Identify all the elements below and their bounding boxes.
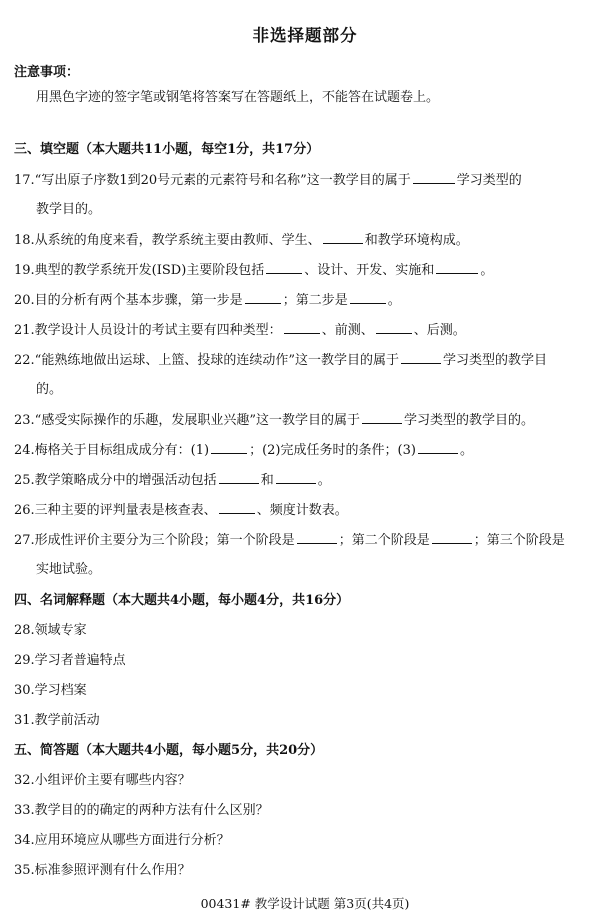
section-5-heading: 五、简答题（本大题共4小题，每小题5分，共20分）: [14, 743, 324, 758]
q23-text-b: 学习类型的教学目的。: [403, 413, 534, 428]
answer-blank: [266, 261, 302, 274]
q26-text-a: 26.三种主要的评判量表是核查表、: [14, 503, 217, 518]
q19-text-b: 、设计、开发、实施和: [304, 263, 435, 278]
answer-blank: [276, 471, 316, 484]
question-28: 28.领域专家: [14, 623, 87, 638]
q17-text-b: 学习类型的: [456, 173, 522, 188]
q21-text-b: 、前测、: [321, 323, 374, 338]
q24-text-a: 24.梅格关于目标组成成分有：(1): [14, 443, 210, 458]
answer-blank: [245, 291, 281, 304]
answer-blank: [350, 291, 386, 304]
q17-text-a: 17.“写出原子序数1到20号元素的元素符号和名称”这一教学目的属于: [14, 173, 411, 188]
section-3-heading: 三、填空题（本大题共11小题，每空1分，共17分）: [14, 142, 320, 157]
answer-blank: [362, 411, 402, 424]
question-22: [14, 351, 598, 370]
q18-text-b: 和教学环境构成。: [364, 233, 469, 248]
answer-blank: [297, 531, 337, 544]
answer-blank: [284, 321, 320, 334]
question-26: [14, 501, 598, 520]
q27-text-c: ；第三个阶段是: [473, 533, 565, 548]
q24-text-c: 。: [459, 443, 473, 458]
question-24: [14, 441, 598, 460]
q25-text-b: 和: [260, 473, 274, 488]
notice-heading: 注意事项：: [14, 65, 80, 80]
question-22-cont: 的。: [36, 382, 63, 397]
answer-blank: [219, 471, 259, 484]
section-4-heading: 四、名词解释题（本大题共4小题，每小题4分，共16分）: [14, 593, 350, 608]
question-35: 35.标准参照评测有什么作用？: [14, 863, 191, 878]
q24-text-b: ；(2)完成任务时的条件；(3): [249, 443, 416, 458]
answer-blank: [211, 441, 247, 454]
question-23: [14, 411, 598, 430]
q27-text-b: ；第二个阶段是: [338, 533, 430, 548]
q20-text-b: ；第二步是: [282, 293, 348, 308]
question-33: 33.教学目的的确定的两种方法有什么区别？: [14, 803, 269, 818]
q18-text-a: 18.从系统的角度来看，教学系统主要由教师、学生、: [14, 233, 321, 248]
page-title: 非选择题部分: [252, 26, 358, 45]
q19-text-c: 。: [480, 263, 494, 278]
answer-blank: [401, 351, 441, 364]
q26-text-b: 、频度计数表。: [256, 503, 348, 518]
q21-text-c: 、后测。: [413, 323, 466, 338]
question-32: 32.小组评价主要有哪些内容？: [14, 773, 191, 788]
answer-blank: [432, 531, 472, 544]
notice-text: 用黑色字迹的签字笔或钢笔将答案写在答题纸上，不能答在试题卷上。: [36, 90, 440, 105]
answer-blank: [376, 321, 412, 334]
question-27: [14, 531, 598, 550]
q27-text-a: 27.形成性评价主要分为三个阶段；第一个阶段是: [14, 533, 295, 548]
question-31: 31.教学前活动: [14, 713, 100, 728]
question-30: 30.学习档案: [14, 683, 87, 698]
answer-blank: [413, 171, 455, 184]
question-20: [14, 291, 598, 310]
page-footer: 00431# 教学设计试题 第3页(共4页): [200, 896, 410, 911]
answer-blank: [219, 501, 255, 514]
question-29: 29.学习者普遍特点: [14, 653, 126, 668]
question-19: [14, 261, 598, 280]
q25-text-c: 。: [317, 473, 331, 488]
question-18: [14, 231, 598, 250]
question-25: [14, 471, 598, 490]
q19-text-a: 19.典型的教学系统开发(ISD)主要阶段包括: [14, 263, 265, 278]
question-27-cont: 实地试验。: [36, 562, 102, 577]
q20-text-c: 。: [387, 293, 401, 308]
answer-blank: [418, 441, 458, 454]
question-17: [14, 171, 598, 190]
question-17-cont: 教学目的。: [36, 202, 102, 217]
answer-blank: [436, 261, 478, 274]
q22-text-a: 22.“能熟练地做出运球、上篮、投球的连续动作”这一教学目的属于: [14, 353, 399, 368]
q22-text-b: 学习类型的教学目: [442, 353, 547, 368]
q21-text-a: 21.教学设计人员设计的考试主要有四种类型：: [14, 323, 282, 338]
q23-text-a: 23.“感受实际操作的乐趣，发展职业兴趣”这一教学目的属于: [14, 413, 360, 428]
q20-text-a: 20.目的分析有两个基本步骤，第一步是: [14, 293, 243, 308]
answer-blank: [323, 231, 363, 244]
question-21: [14, 321, 598, 340]
question-34: 34.应用环境应从哪些方面进行分析？: [14, 833, 230, 848]
q25-text-a: 25.教学策略成分中的增强活动包括: [14, 473, 217, 488]
